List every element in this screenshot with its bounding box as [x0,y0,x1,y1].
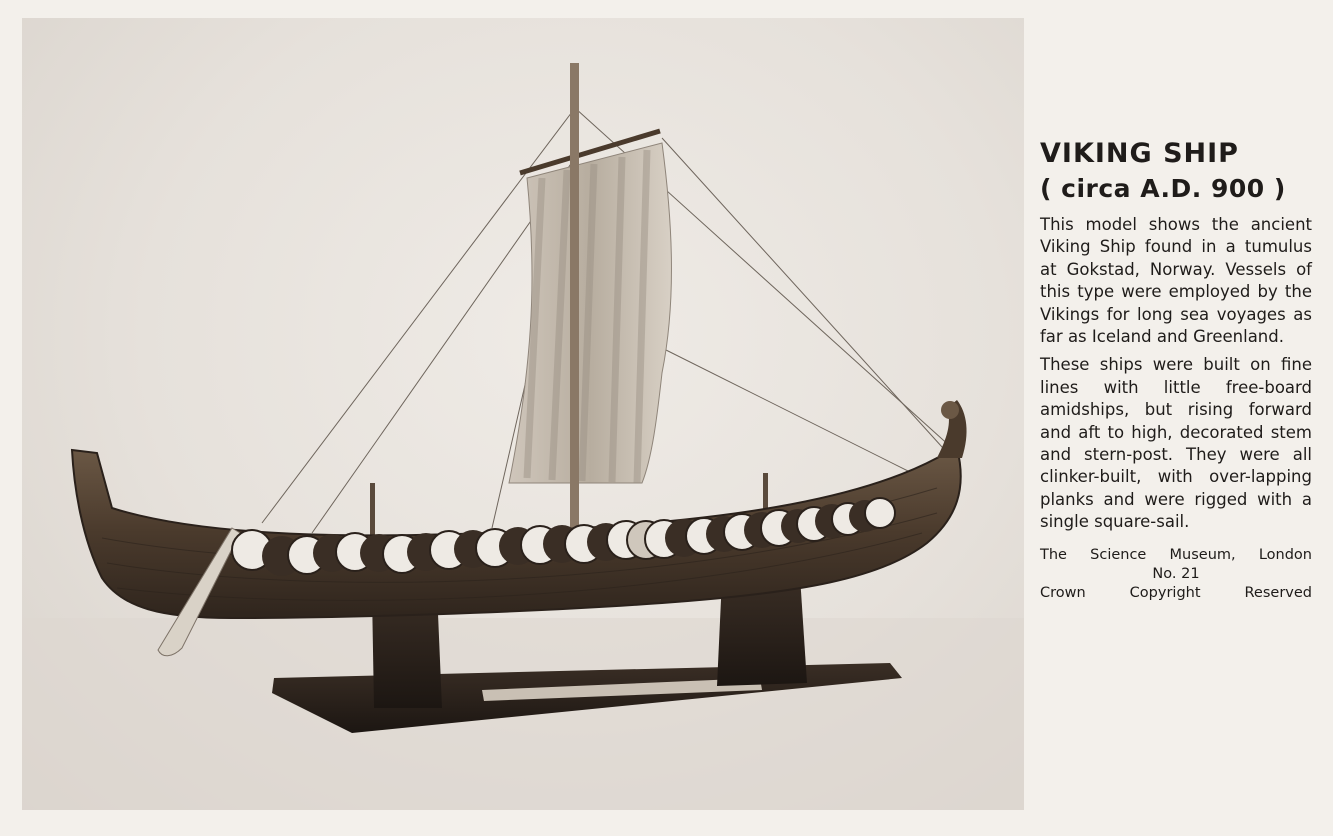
viking-ship-model-illustration [22,18,1024,810]
dragon-head-icon [941,401,959,419]
caption-paragraph-2: These ships were built on fine lines with little free-board amidships, but rising forward and aft to high, decorated stem and stern-post. They were all clinker-built, with over-lapping planks and were rigged with a single square-sail. [1040,355,1312,532]
caption-paragraph-1: This model shows the ancient Viking Ship found in a tumulus at Gokstad, Norway. Vessels of this type were employed by the Vikings for long sea voyages as far as Iceland and Greenland. [1040,215,1312,347]
museum-credit [1040,546,1312,565]
credit-word: Copyright [1129,584,1201,601]
copyright-credit [1040,584,1312,603]
ship-photograph [22,18,1024,810]
credit-word: Reserved [1244,584,1312,601]
caption-title: VIKING SHIP [1040,138,1239,169]
credit-word: The [1040,546,1067,563]
oar-post [370,483,375,538]
credit-word: London [1258,546,1312,563]
card-number: No. 21 [1152,565,1200,582]
credit-word: Museum, [1169,546,1236,563]
credit-word: Science [1090,546,1147,563]
mast [570,63,579,533]
caption-panel [1040,136,1312,603]
credits-block [1040,546,1312,603]
caption-subtitle: ( circa A.D. 900 ) [1040,174,1286,203]
credit-word: Crown [1040,584,1086,601]
